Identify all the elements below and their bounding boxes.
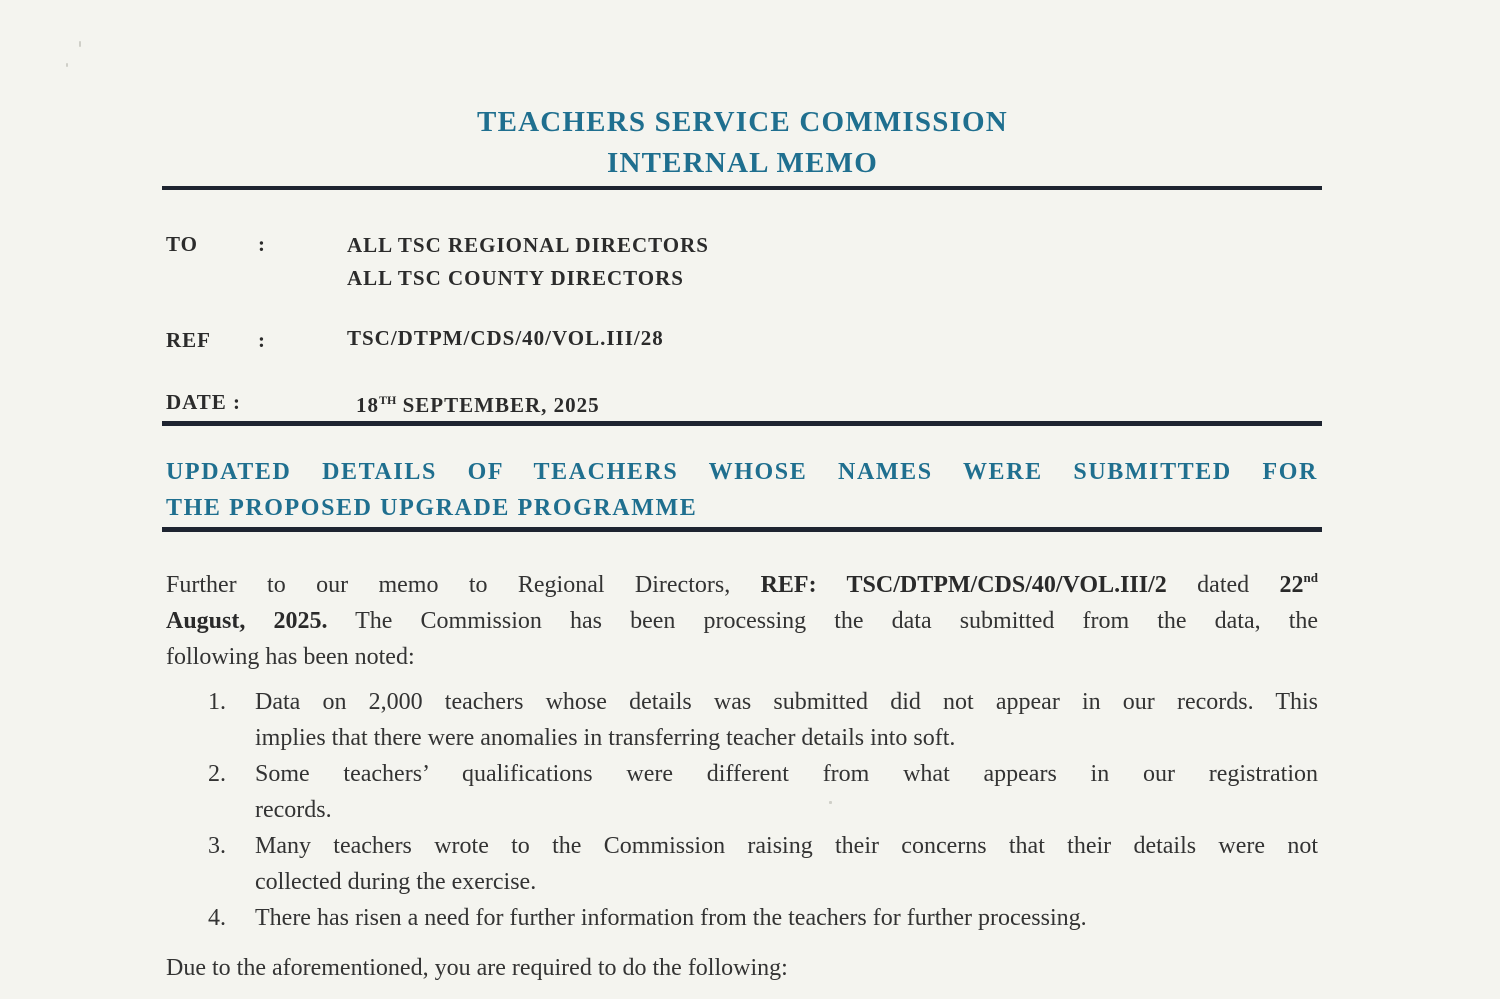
reference-bold: REF: TSC/DTPM/CDS/40/VOL.III/2 (760, 572, 1167, 598)
findings-list (208, 684, 1318, 936)
ref-label: REF (166, 328, 211, 352)
organization-name: TEACHERS SERVICE COMMISSION (477, 106, 1008, 138)
list-item: 3. Many teachers wrote to the Commission raising their concerns that their details were not collected during the exercise. (208, 828, 1318, 900)
list-number: 3. (208, 833, 226, 859)
memo-header (0, 102, 1485, 184)
memo-subject (166, 454, 1318, 526)
intro-line-2: August, 2025. The Commission has been processing the data submitted from the data, the (166, 608, 1319, 634)
intro-paragraph (166, 560, 1318, 675)
header-divider (162, 186, 1322, 190)
intro-line-1: Further to our memo to Regional Directors, REF: TSC/DTPM/CDS/40/VOL.III/2 dated 22nd (166, 570, 1318, 598)
ref-colon: : (258, 328, 266, 352)
meta-divider (162, 421, 1322, 426)
to-label: TO (166, 232, 198, 256)
ref-value: TSC/DTPM/CDS/40/VOL.III/28 (347, 326, 664, 350)
list-item: 2. Some teachers’ qualifications were different from what appears in our registration records. (208, 756, 1318, 828)
scan-speck (79, 41, 81, 47)
date-label: DATE : (166, 390, 242, 414)
to-colon: : (258, 232, 266, 256)
list-item: 4. There has risen a need for further information from the teachers for further processing. (208, 900, 1318, 936)
recipients (347, 229, 709, 295)
subject-line-1: UPDATED DETAILS OF TEACHERS WHOSE NAMES WERE SUBMITTED FOR (166, 459, 1318, 485)
date-value: 18TH SEPTEMBER, 2025 (356, 393, 600, 417)
recipient-regional: ALL TSC REGIONAL DIRECTORS (347, 233, 709, 257)
memo-type: INTERNAL MEMO (607, 147, 878, 179)
list-number: 4. (208, 905, 226, 931)
list-number: 2. (208, 761, 226, 787)
intro-line-3: following has been noted: (166, 644, 415, 670)
subject-line-2: THE PROPOSED UPGRADE PROGRAMME (166, 495, 698, 521)
recipient-county: ALL TSC COUNTY DIRECTORS (347, 266, 684, 290)
closing-sentence: Due to the aforementioned, you are required to do the following: (166, 955, 788, 981)
scan-speck (66, 63, 68, 67)
list-item: 1. Data on 2,000 teachers whose details was submitted did not appear in our records. This implies that there were anomalies in transferring teacher details into soft. (208, 684, 1318, 756)
list-number: 1. (208, 689, 226, 715)
subject-divider (162, 527, 1322, 532)
